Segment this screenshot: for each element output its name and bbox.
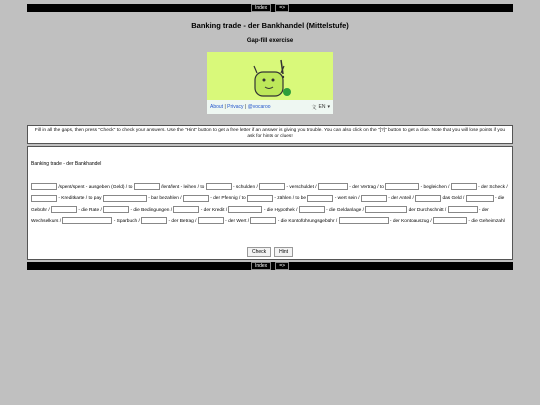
gap-segment-text: - die Kontoführungsgebühr / [276,218,339,224]
page-title: Banking trade - der Bankhandel (Mittelstufe) [191,21,349,30]
chevron-down-icon: ▾ [327,104,330,110]
gap-input[interactable] [415,195,441,202]
gap-segment-text: - die Hypothek / [262,207,299,213]
gap-segment-text: - der Wechselkurs / [31,207,489,224]
vocaroo-ad[interactable] [207,52,333,114]
index-link[interactable]: Index [251,262,271,270]
gap-segment-text: - Sparbuch / [112,218,142,224]
gap-input[interactable] [183,195,209,202]
privacy-link[interactable]: Privacy [227,104,244,110]
gap-input[interactable] [198,217,224,224]
gap-segment-text: - schulden / [231,185,260,190]
gap-segment-text: - die Geheimzahl [467,218,505,224]
gap-segment-text: - zählen / to be [273,196,308,202]
about-link[interactable]: About [210,104,224,110]
gap-input[interactable] [134,183,160,190]
ad-links: About | Privacy | @vocaroo [210,104,271,110]
gap-segment-text: - der Wert / [223,218,251,224]
gap-input[interactable] [365,206,407,213]
gap-segment-text: - die Geldanlage / [324,207,366,213]
top-navbar [27,4,513,12]
gap-segment-text: /lent/lent - leihen / to [159,185,206,190]
instructions: Fill in all the gaps, then press "Check" to check your answers. Use the "Hint" button to get a free letter if an answer is giving you trouble. You can also click on the "[?]" button to get a clue. Note that you will lose points if you ask for hints or clues! [27,125,513,144]
index-link[interactable]: Index [251,4,271,12]
gap-input[interactable] [433,217,467,224]
robot-mascot-icon [207,52,333,100]
exercise-panel [27,146,513,260]
gap-segment-text: - die Bedingungen / [129,207,174,213]
language-selector[interactable] [312,104,330,111]
gap-input[interactable] [466,195,494,202]
gap-input[interactable] [250,217,276,224]
gap-input[interactable] [307,195,333,202]
gap-segment-text: - die Rate / [77,207,104,213]
gap-input[interactable] [62,217,112,224]
gap-input[interactable] [318,183,348,190]
gap-segment-text: - der Betrag / [167,218,198,224]
check-button[interactable]: Check [247,247,271,257]
gap-segment-text: - Kreditkarte / to pay [57,196,103,202]
gap-segment-text: - bar bezahlen / [146,196,183,202]
gap-input[interactable] [103,195,147,202]
gap-input[interactable] [448,206,478,213]
hint-button[interactable]: Hint [274,247,293,257]
gap-segment-text: der Durchschnitt / [407,207,448,213]
gap-input[interactable] [259,183,285,190]
gap-input[interactable] [141,217,167,224]
next-link[interactable]: => [275,262,289,270]
language-label: EN [318,104,326,110]
gap-input[interactable] [51,206,77,213]
page-subtitle: Gap-fill exercise [246,38,294,44]
gap-segment-text: - begleichen / [419,185,451,190]
gap-input[interactable] [103,206,129,213]
gap-input[interactable] [173,206,199,213]
gap-input[interactable] [299,206,325,213]
gap-segment-text: - der Anteil / [386,196,416,202]
gap-input[interactable] [247,195,273,202]
gap-input[interactable] [31,183,57,190]
gap-segment-text: - der Vertrag / to [347,185,386,190]
gap-segment-text: - wert sein / [333,196,361,202]
gap-segment-text: - die Gebühr / [31,196,505,213]
gap-input[interactable] [339,217,389,224]
gap-input[interactable] [206,183,232,190]
gap-input[interactable] [361,195,387,202]
gap-segment-text: - der Pfennig / to [208,196,247,202]
gap-segment-text: /spent/spent - ausgeben (Geld) / to [57,185,134,190]
bottom-navbar [27,262,513,270]
gap-segment-text: - der Kontoauszug / [388,218,434,224]
ad-footer [207,100,333,114]
gap-input[interactable] [31,195,57,202]
translate-icon: 文 [311,104,317,111]
gap-input[interactable] [228,206,262,213]
button-row [0,247,540,257]
vocaroo-link[interactable]: @vocaroo [247,104,271,110]
next-link[interactable]: => [275,4,289,12]
gap-fill-text [31,182,511,227]
gap-input[interactable] [451,183,477,190]
gap-segment-text: das Geld / [441,196,466,202]
gap-segment-text: - verschuldet / [285,185,318,190]
exercise-heading: Banking trade - der Bankhandel [31,161,102,167]
gap-segment-text: - der Scheck / [476,185,508,190]
gap-input[interactable] [385,183,419,190]
gap-segment-text: - der Kredit / [199,207,229,213]
